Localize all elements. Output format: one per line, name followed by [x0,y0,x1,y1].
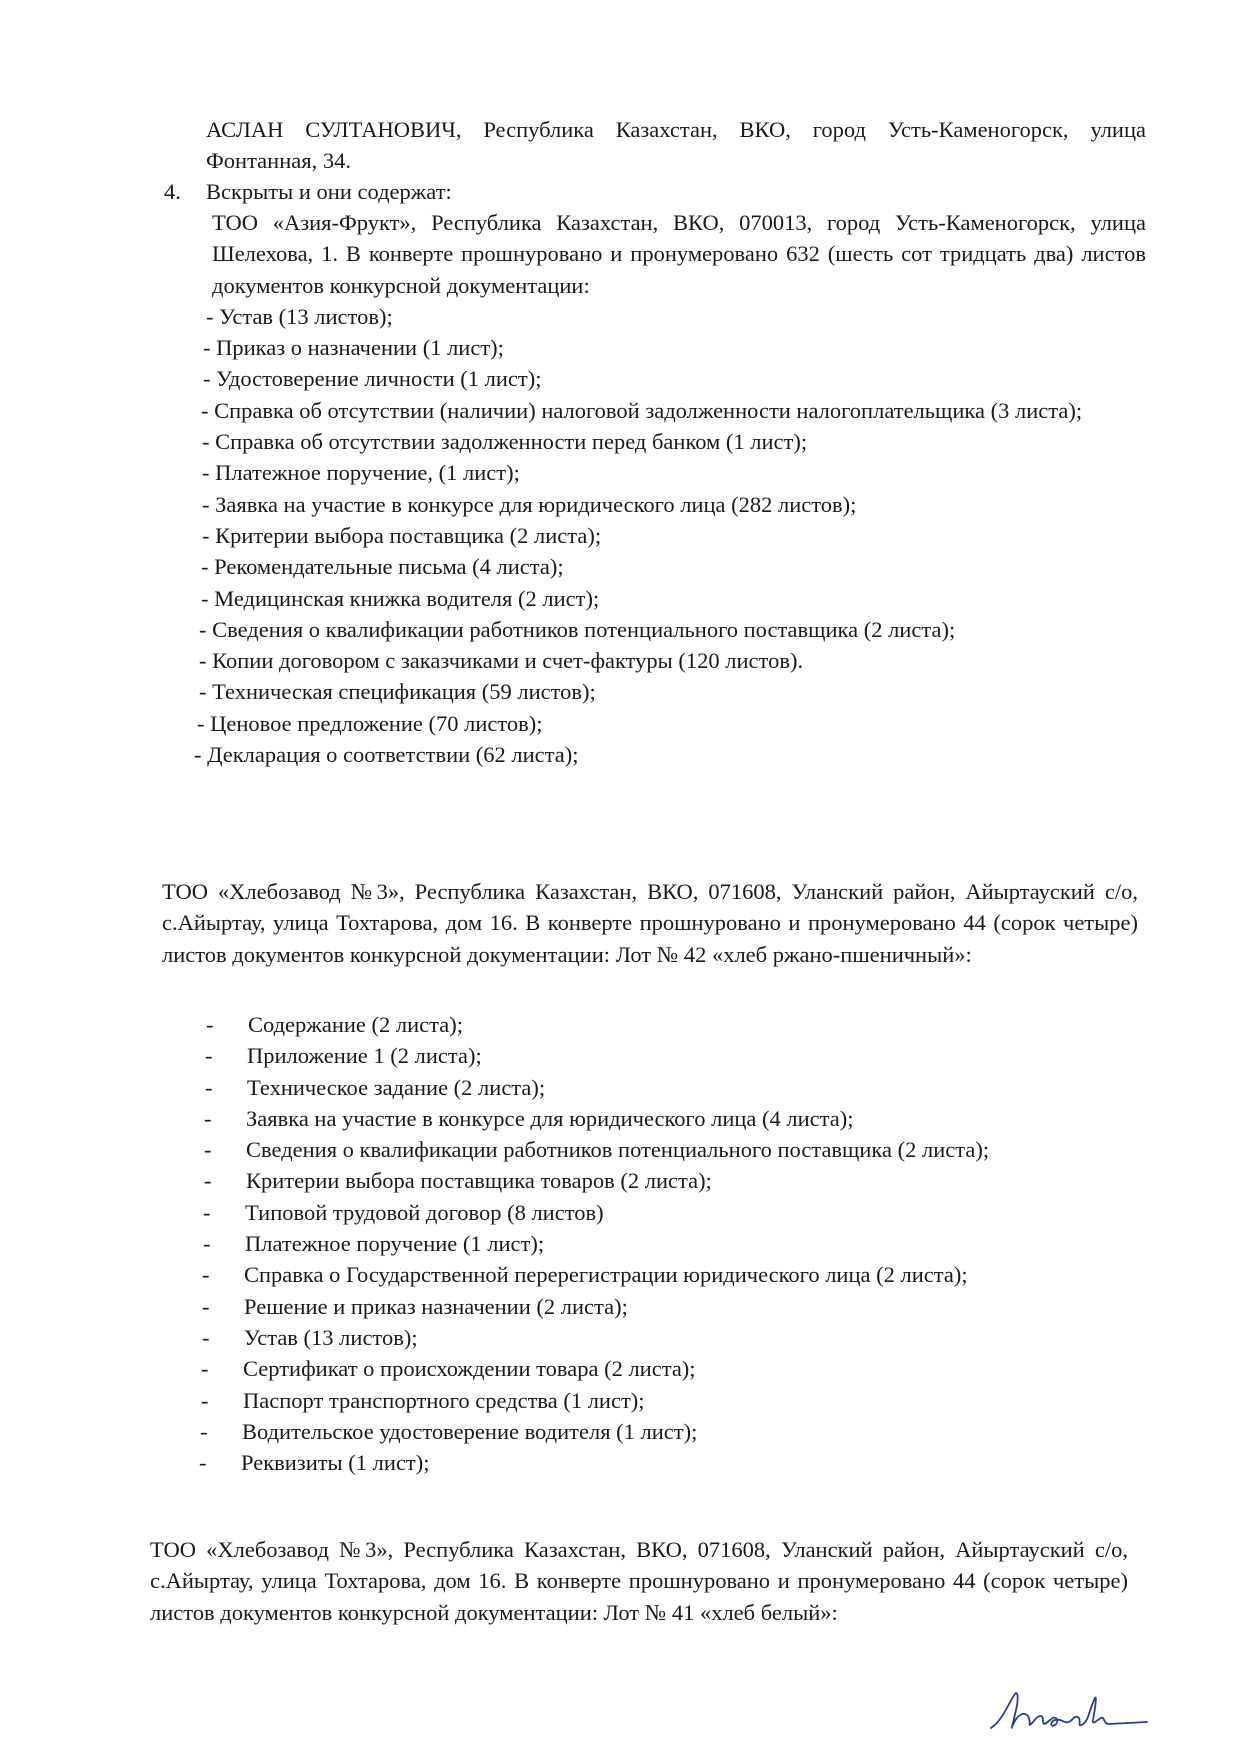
list-item-text: Платежное поручение (1 лист); [245,1231,545,1257]
item-text: Вскрыты и они содержат: [206,179,452,204]
list-item: - Рекомендательные письма (4 листа); [201,554,564,580]
list-dash: - [201,1387,209,1413]
list-item: - Сведения о квалификации работников потенциального поставщика (2 листа); [199,616,956,642]
list-dash: - [204,1168,212,1194]
list-item: - Копии договором с заказчиками и счет-фактуры (120 листов). [199,648,804,674]
list-dash: - [202,1324,210,1350]
list-item-text: Заявка на участие в конкурсе для юридического лица (4 листа); [246,1105,854,1131]
list-item [201,1353,989,1384]
list-item [203,1197,989,1228]
list-item: - Ценовое предложение (70 листов); [197,710,543,736]
list-item: - Удостоверение личности (1 лист); [203,366,542,392]
list-item-text: Паспорт транспортного средства (1 лист); [243,1387,645,1413]
list-dash: - [206,1012,214,1037]
list-dash: - [205,1074,213,1100]
list-item: - Медицинская книжка водителя (2 лист); [201,585,600,611]
list-item [204,1134,989,1165]
bidder-intro-lot-41: ТОО «Хлебозавод №3», Республика Казахстан, ВКО, 071608, Уланский район, Айыртауский с/о, с.Айыртау, улица Тохтарова, дом 16. В конверте прошнуровано и пронумеровано 44 (сорок четыре) листов документов конкурсной документации: Лот № 41 «хлеб белый»: [150,1537,1128,1625]
list-dash: - [204,1105,212,1131]
list-dash: - [200,1418,208,1444]
list-item: - Справка об отсутствии (наличии) налоговой задолженности налогоплательщика (3 листа); [201,397,1083,423]
list-dash: - [202,1293,210,1319]
list-item: - Техническая спецификация (59 листов); [199,679,596,705]
list-dash: - [203,1231,211,1257]
list-item: - Заявка на участие в конкурсе для юридического лица (282 листов); [202,491,857,517]
list-dash: - [204,1137,212,1163]
list-item-text: Приложение 1 (2 листа); [247,1043,482,1069]
bidder-block-azia-frukt [194,207,1146,770]
list-item [204,1165,989,1196]
document-list-lot-42 [198,1009,989,1478]
list-dash: - [199,1450,207,1476]
continuation-paragraph: АСЛАН СУЛТАНОВИЧ, Республика Казахстан, ВКО, город Усть-Каменогорск, улица Фонтанная, 34. [206,117,1146,174]
list-item: - Устав (13 листов); [206,303,393,329]
list-item-text: Устав (13 листов); [244,1324,418,1350]
list-dash: - [203,1199,211,1225]
list-item: - Платежное поручение, (1 лист); [202,460,520,486]
document-list [194,301,1146,770]
list-item [205,1072,989,1103]
item-number: 4. [164,179,181,204]
list-item: - Критерии выбора поставщика (2 листа); [202,522,602,548]
list-item-text: Сертификат о происхождении товара (2 листа); [243,1356,696,1382]
list-item-text: Решение и приказ назначении (2 листа); [244,1293,628,1319]
list-item: - Справка об отсутствии задолженности перед банком (1 лист); [202,429,808,455]
list-item [199,1447,989,1478]
list-item-text: Справка о Государственной перерегистрации юридического лица (2 листа); [244,1262,968,1288]
list-item [201,1385,989,1416]
list-item-text: Техническое задание (2 листа); [247,1074,546,1100]
list-item [205,1040,989,1071]
list-item [200,1416,989,1447]
list-item [203,1228,989,1259]
list-item: - Декларация о соответствии (62 листа); [194,742,579,768]
list-item [202,1322,989,1353]
list-item [204,1103,989,1134]
list-item-text: Сведения о квалификации работников потенциального поставщика (2 листа); [246,1137,990,1163]
list-dash: - [201,1356,209,1382]
list-item [202,1291,989,1322]
list-dash: - [202,1262,210,1288]
list-item-text: Реквизиты (1 лист); [241,1450,430,1476]
list-dash: - [205,1043,213,1069]
list-item [202,1259,989,1290]
bidder-intro-lot-42: ТОО «Хлебозавод №3», Республика Казахстан, ВКО, 071608, Уланский район, Айыртауский с/о, с.Айыртау, улица Тохтарова, дом 16. В конверте прошнуровано и пронумеровано 44 (сорок четыре) листов документов конкурсной документации: Лот № 42 «хлеб ржано-пшеничный»: [162,879,1138,967]
bidder-intro: ТОО «Азия-Фрукт», Республика Казахстан, ВКО, 070013, город Усть-Каменогорск, улица Шелехова, 1. В конверте прошнуровано и пронумеровано 632 (шесть сот тридцать два) листов документов конкурсной документации: [212,210,1146,298]
list-item-text: Типовой трудовой договор (8 листов) [245,1199,604,1225]
list-item-text: Водительское удостоверение водителя (1 лист); [242,1418,698,1444]
list-item-text: Содержание (2 листа); [248,1012,463,1037]
list-item [206,1009,989,1040]
handwritten-signature [985,1680,1155,1740]
list-item: - Приказ о назначении (1 лист); [203,335,504,361]
list-item-text: Критерии выбора поставщика товаров (2 листа); [246,1168,712,1194]
